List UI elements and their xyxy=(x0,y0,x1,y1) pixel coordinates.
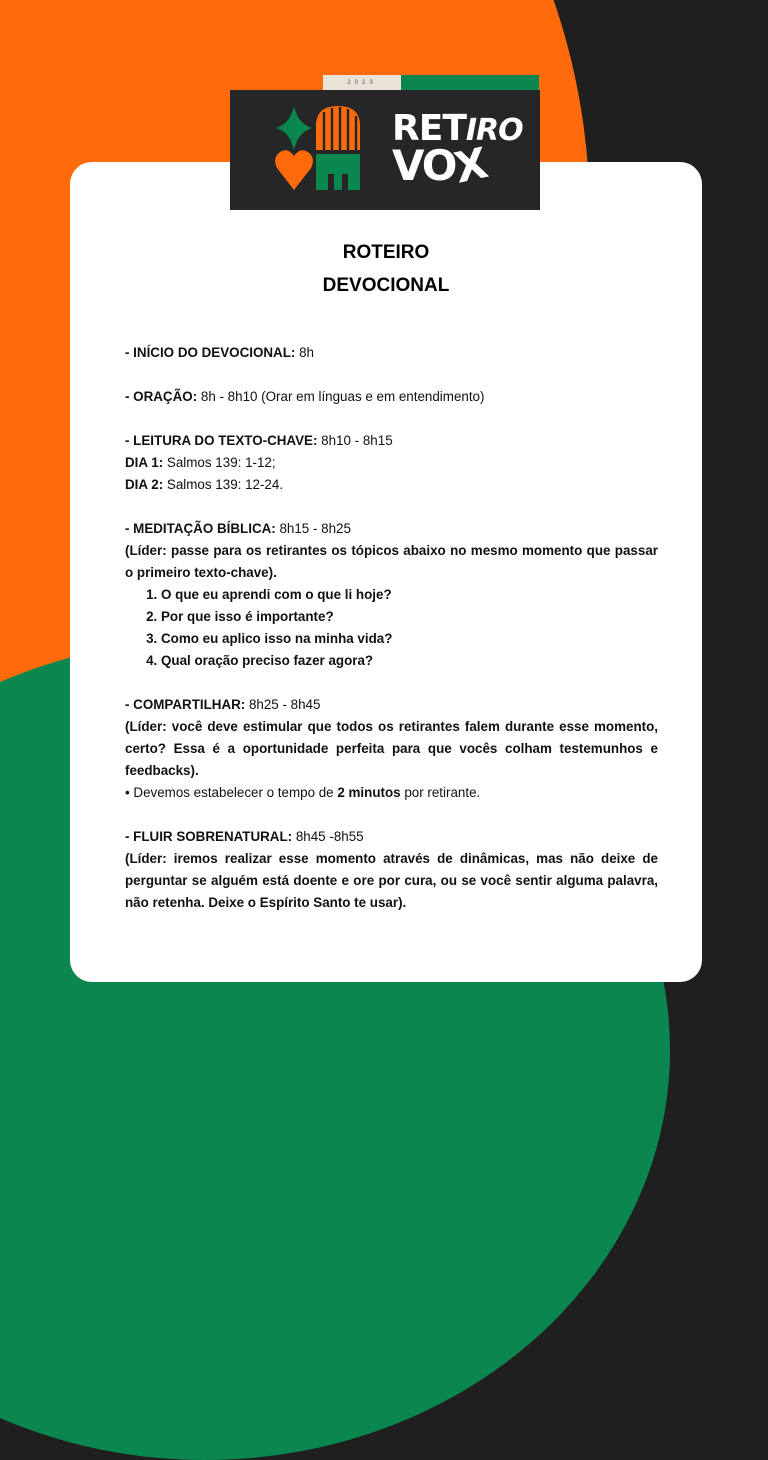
section-fluir xyxy=(125,826,658,848)
section-inicio xyxy=(125,342,658,364)
section-leitura xyxy=(125,430,658,452)
inicio-label: - INÍCIO DO DEVOCIONAL: xyxy=(125,345,296,360)
dia2-value: Salmos 139: 12-24. xyxy=(163,477,284,492)
list-item: 1. O que eu aprendi com o que li hoje? xyxy=(161,584,658,606)
title-line-2: DEVOCIONAL xyxy=(322,275,450,296)
leitura-dia-1 xyxy=(125,452,658,474)
list-item: 4. Qual oração preciso fazer agora? xyxy=(161,650,658,672)
devotional-content xyxy=(125,342,658,914)
list-item: 2. Por que isso é importante? xyxy=(161,606,658,628)
meditacao-note xyxy=(125,540,658,584)
oracao-label: - ORAÇÃO: xyxy=(125,389,198,404)
dia1-label: DIA 1: xyxy=(125,455,164,470)
green-stripe xyxy=(401,75,539,91)
logo-text-x: X xyxy=(450,138,491,193)
compartilhar-value: 8h25 - 8h45 xyxy=(245,697,321,712)
page-title xyxy=(70,236,702,302)
logo-text-vo: VO xyxy=(392,141,456,191)
leitura-dia-2 xyxy=(125,474,658,496)
year-label: 2023 xyxy=(323,75,401,91)
logo-text-iro: IRO xyxy=(465,113,523,148)
bullet-bold: 2 minutos xyxy=(337,785,401,800)
year-strip xyxy=(323,75,539,91)
inicio-value: 8h xyxy=(295,345,314,360)
logo-text-ret: RET xyxy=(392,108,466,149)
fluir-value: 8h45 -8h55 xyxy=(292,829,364,844)
dia1-value: Salmos 139: 1-12; xyxy=(163,455,276,470)
title-line-1: ROTEIRO xyxy=(342,242,430,263)
fluir-note xyxy=(125,848,658,914)
meditacao-value: 8h15 - 8h25 xyxy=(275,521,351,536)
compartilhar-bullet xyxy=(125,782,658,804)
bullet-pre: • Devemos estabelecer o tempo de xyxy=(125,785,338,800)
section-compartilhar xyxy=(125,694,658,716)
leitura-value: 8h10 - 8h15 xyxy=(317,433,393,448)
compartilhar-note xyxy=(125,716,658,782)
retiro-emblem-icon xyxy=(274,104,374,199)
retiro-vox-logo xyxy=(392,108,523,193)
list-item: 3. Como eu aplico isso na minha vida? xyxy=(161,628,658,650)
compartilhar-label: - COMPARTILHAR: xyxy=(125,697,246,712)
fluir-label: - FLUIR SOBRENATURAL: xyxy=(125,829,293,844)
logo-banner xyxy=(230,90,540,210)
oracao-value: 8h - 8h10 (Orar em línguas e em entendimento) xyxy=(197,389,485,404)
fluir-note-text: (Líder: iremos realizar esse momento através de dinâmicas, mas não deixe de perguntar se alguém está doente e ore por cura, ou se você sentir alguma palavra, não retenha. Deixe o Espírito Santo te usar). xyxy=(125,851,658,910)
leitura-label: - LEITURA DO TEXTO-CHAVE: xyxy=(125,433,318,448)
section-oracao xyxy=(125,386,658,408)
bullet-post: por retirante. xyxy=(400,785,481,800)
meditacao-note-text: (Líder: passe para os retirantes os tópicos abaixo no mesmo momento que passar o primeiro texto-chave). xyxy=(125,543,658,580)
meditacao-questions xyxy=(125,584,658,672)
compartilhar-note-text: (Líder: você deve estimular que todos os retirantes falem durante esse momento, certo? Essa é a oportunidade perfeita para que vocês colham testemunhos e feedbacks). xyxy=(125,719,658,778)
dia2-label: DIA 2: xyxy=(125,477,164,492)
section-meditacao xyxy=(125,518,658,540)
meditacao-label: - MEDITAÇÃO BÍBLICA: xyxy=(125,521,276,536)
